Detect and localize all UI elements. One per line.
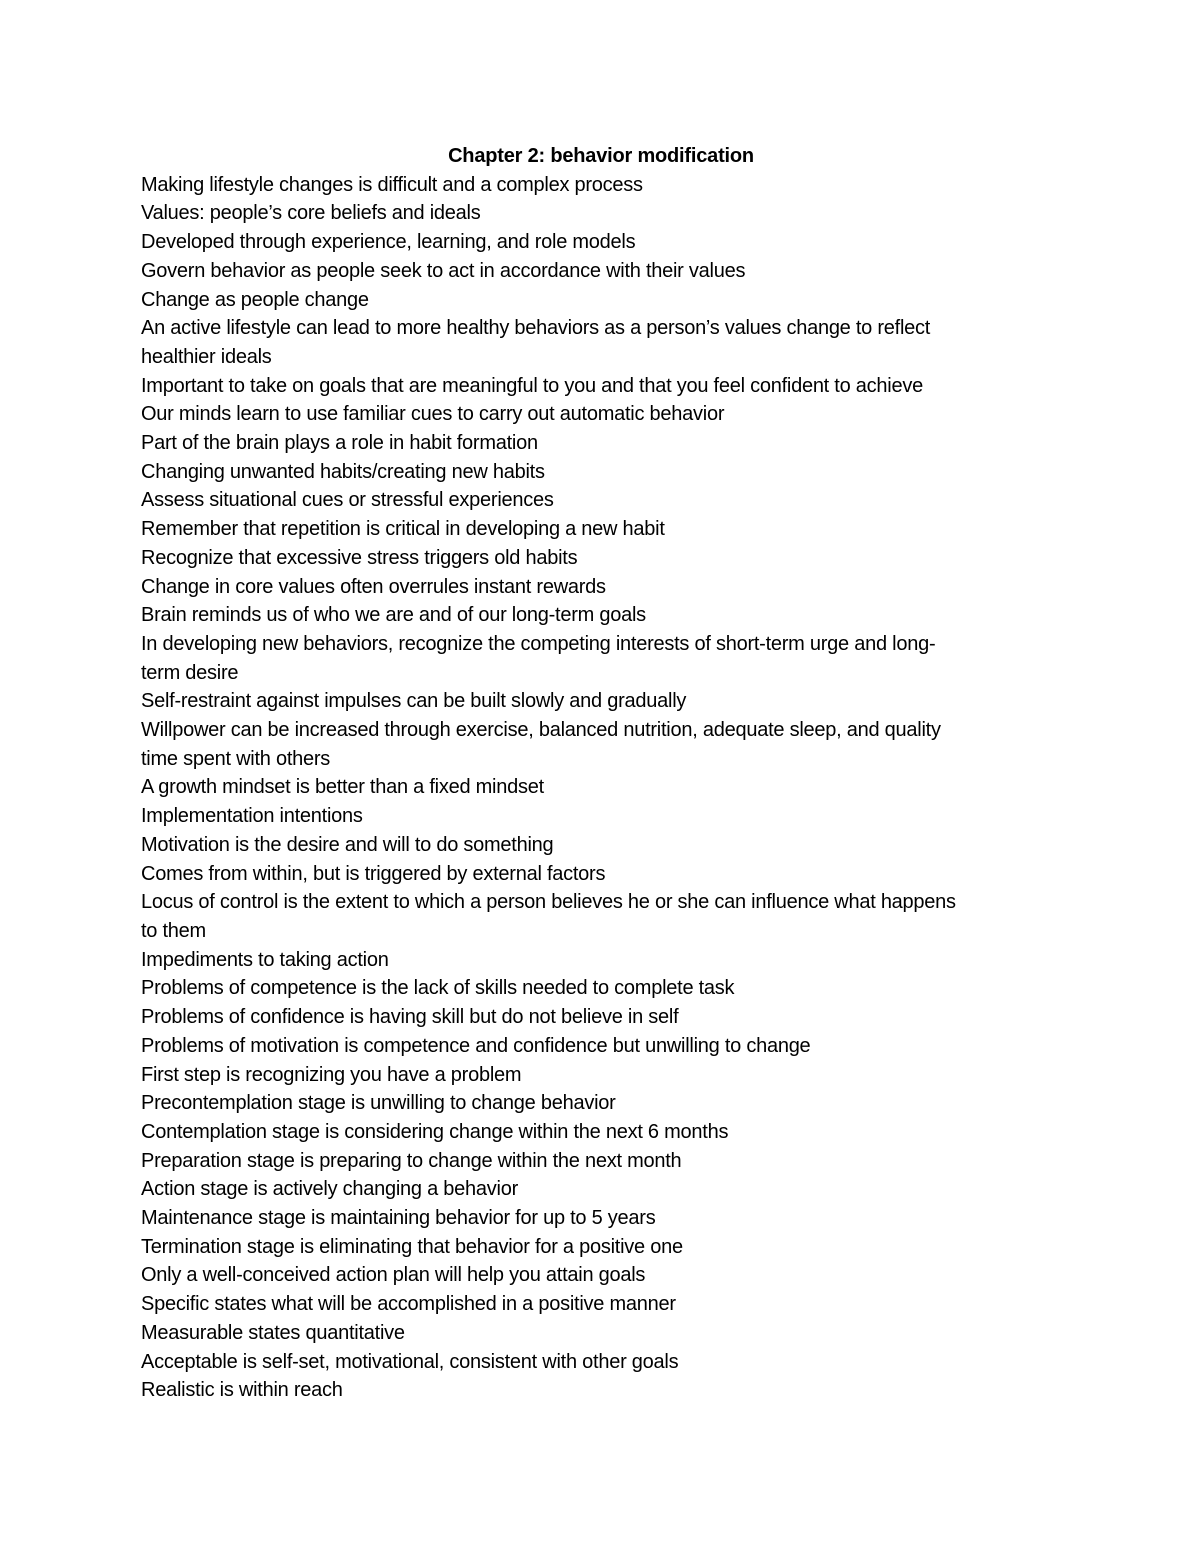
text-line: Implementation intentions <box>141 805 363 828</box>
text-line: Making lifestyle changes is difficult and a complex process <box>141 173 643 196</box>
text-line: Govern behavior as people seek to act in accordance with their values <box>141 259 746 282</box>
text-line: Action stage is actively changing a behavior <box>141 1178 519 1201</box>
text-line: Our minds learn to use familiar cues to carry out automatic behavior <box>141 403 725 426</box>
text-line: Assess situational cues or stressful experiences <box>141 489 554 512</box>
text-line: Remember that repetition is critical in developing a new habit <box>141 518 665 541</box>
document-lines <box>141 171 1061 1405</box>
text-line: Motivation is the desire and will to do something <box>141 833 554 856</box>
text-line: A growth mindset is better than a fixed mindset <box>141 776 544 799</box>
text-line: In developing new behaviors, recognize the competing interests of short-term urge and long- <box>141 632 936 655</box>
text-line: term desire <box>141 661 239 684</box>
text-line: Acceptable is self-set, motivational, consistent with other goals <box>141 1350 679 1373</box>
text-line: Realistic is within reach <box>141 1379 343 1402</box>
text-line: time spent with others <box>141 747 331 770</box>
text-line: Measurable states quantitative <box>141 1321 405 1344</box>
text-line: First step is recognizing you have a problem <box>141 1063 522 1086</box>
text-line: Locus of control is the extent to which a person believes he or she can influence what happens <box>141 891 956 914</box>
text-line: healthier ideals <box>141 345 272 368</box>
text-line: Change as people change <box>141 288 369 311</box>
text-line: Self-restraint against impulses can be built slowly and gradually <box>141 690 687 713</box>
text-line: Termination stage is eliminating that behavior for a positive one <box>141 1235 683 1258</box>
text-line: Developed through experience, learning, and role models <box>141 231 636 254</box>
text-line: Values: people’s core beliefs and ideals <box>141 202 481 225</box>
text-line: Problems of motivation is competence and confidence but unwilling to change <box>141 1034 811 1057</box>
text-line: Problems of confidence is having skill but do not believe in self <box>141 1006 679 1029</box>
text-line: Part of the brain plays a role in habit formation <box>141 432 538 455</box>
text-line: Comes from within, but is triggered by external factors <box>141 862 606 885</box>
text-line: Specific states what will be accomplished in a positive manner <box>141 1293 676 1316</box>
document-content <box>141 142 1061 1405</box>
text-line: Contemplation stage is considering change within the next 6 months <box>141 1120 729 1143</box>
text-line: Recognize that excessive stress triggers old habits <box>141 546 578 569</box>
text-line: Willpower can be increased through exercise, balanced nutrition, adequate sleep, and quality <box>141 719 941 742</box>
text-line: to them <box>141 919 206 942</box>
text-line: Only a well-conceived action plan will help you attain goals <box>141 1264 646 1287</box>
text-line: Change in core values often overrules instant rewards <box>141 575 606 598</box>
document-title: Chapter 2: behavior modification <box>448 145 754 167</box>
text-line: Changing unwanted habits/creating new habits <box>141 460 545 483</box>
text-line: Important to take on goals that are meaningful to you and that you feel confident to achieve <box>141 374 923 397</box>
text-line: Brain reminds us of who we are and of our long-term goals <box>141 604 646 627</box>
text-line: Precontemplation stage is unwilling to change behavior <box>141 1092 616 1115</box>
text-line: Impediments to taking action <box>141 948 389 971</box>
text-line: Maintenance stage is maintaining behavior for up to 5 years <box>141 1207 656 1230</box>
text-line: An active lifestyle can lead to more healthy behaviors as a person’s values change to reflect <box>141 317 931 340</box>
text-line: Preparation stage is preparing to change within the next month <box>141 1149 682 1172</box>
text-line: Problems of competence is the lack of skills needed to complete task <box>141 977 735 1000</box>
